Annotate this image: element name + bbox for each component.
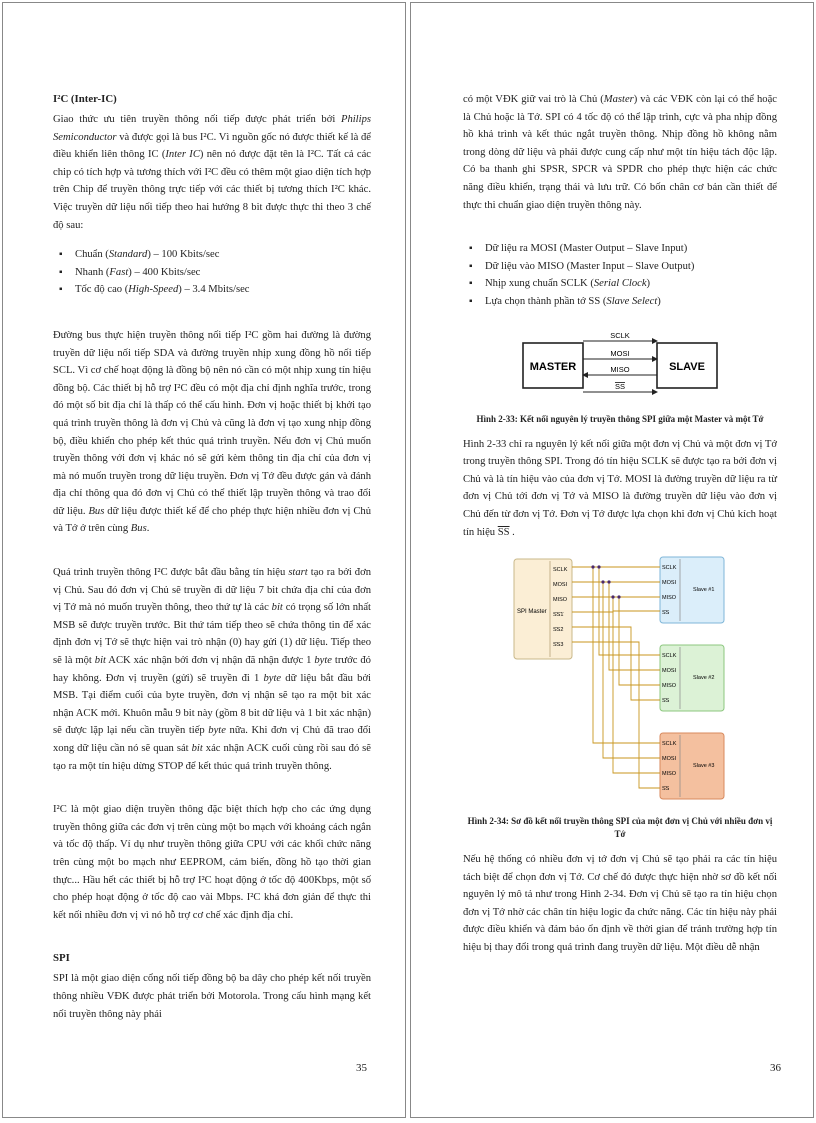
spi-intro-paragraph: SPI là một giao diện cổng nối tiếp đồng bộ ba dây cho phép kết nối truyền thông nhiều VĐK được phát triển bởi Motorola. Trong cấu hình mạng kết nối truyền thông này phải	[53, 973, 371, 1020]
slave2-label: Slave #2	[693, 675, 715, 682]
right-column	[463, 91, 777, 969]
s1-miso: MISO	[662, 595, 677, 602]
figure-spi-master-slave	[522, 325, 718, 409]
spi-heading: SPI	[53, 952, 70, 965]
list-item: ▪ Chuẩn (Standard) – 100 Kbits/sec	[75, 246, 371, 264]
sclk-label: SCLK	[610, 330, 630, 340]
i2c-process-paragraph: Quá trình truyền thông I²C được bắt đầu bằng tín hiệu start tạo ra bởi đơn vị Chủ. Sau đó đơn vị Chủ sẽ truyền đi dữ liệu 7 bit chứa địa chỉ của đơn vị Tớ mà nó muốn truyền thông, theo thứ tự là các bit có trọng số lớn nhất MSB sẽ được truyền trước. Bit thứ tám tiếp theo sẽ chứa thông tin để xác định đơn vị Tớ sẽ thực hiện vai trò nhận (0) hay gửi (1) dữ liệu. Tiếp theo sẽ là một bit ACK xác nhận bởi đơn vị nhận đã nhận được 1 byte trước đó hay không. Đơn vị truyền (gửi) sẽ truyền đi 1 byte dữ liệu bắt đầu bởi MSB. Tại điểm cuối của byte truyền, đơn vị nhận sẽ tạo ra một bit xác nhận ACK mới. Khuôn mẫu 9 bit này (gồm 8 bit dữ liệu và 1 bit xác nhận) sẽ được lặp lại nếu cần truyền tiếp byte nữa. Khi đơn vị Chủ đã trao đổi xong dữ liệu cần nó sẽ quan sát bit xác nhận ACK cuối cùng rồi sau đó sẽ tạo ra một tín hiệu dừng STOP để kết thúc quá trình truyền thông.	[53, 567, 371, 772]
list-item: ▪ Lựa chọn thành phần tớ SS (Slave Select)	[485, 293, 777, 311]
slave3-label: Slave #3	[693, 763, 715, 770]
mosi-label: MOSI	[610, 348, 630, 358]
i2c-usage-paragraph: I²C là một giao diện truyền thông đặc biệt thích hợp cho các ứng dụng truyền thông giữa các đơn vị trên cùng một bo mạch với khoảng cách ngắn và tốc độ thấp. Ví dụ như truyền thông giữa CPU với các khối chức năng trên cùng một bo mạch như EEPROM, cảm biến, đồng hồ tạo thời gian thực... Hầu hết các thiết bị hỗ trợ I²C hoạt động ở tốc độ 400Kbps, một số cho phép hoạt động ở tốc độ cao vài Mbps. I²C khá đơn giản để thực thi kết nối nhiều đơn vị vì nó hỗ trợ cơ chế xác định địa chỉ.	[53, 804, 371, 921]
spi-pin-list	[463, 240, 777, 310]
s2-ss: SS	[662, 698, 670, 705]
ss-label: SS	[614, 381, 626, 391]
i2c-bus-paragraph: Đường bus thực hiện truyền thông nối tiếp I²C gồm hai đường là đường truyền dữ liệu nối tiếp SDA và đường truyền nhịp xung đồng hồ nối tiếp SCL. Vì cơ chế hoạt động là đồng bộ nên nó cần có một nhịp xung tín hiệu đồng bộ. Các thiết bị hỗ trợ I²C đều có một địa chỉ định nghĩa trước, trong đó một số bit địa chỉ là thấp có thể cấu hình. Đơn vị hoặc thiết bị khởi tạo quá trình truyền thông là đơn vị Chủ và cũng là đơn vị tạo xung nhịp đồng bộ, điều khiển cho phép kết thúc quá trình truyền. Nếu đơn vị Chủ muốn truyền thông với đơn vị khác nó sẽ gửi kèm thông tin địa chỉ của đơn vị mà nó muốn truyền trong dữ liệu truyền. Đơn vị Tớ đều được gán và đánh địa chỉ thông qua đó đơn vị Chủ có thể thiết lập truyền thông và trao đổi dữ liệu. Bus dữ liệu được thiết kế để cho phép thực hiện nhiều đơn vị Chủ và Tớ ở trên cùng Bus.	[53, 329, 371, 535]
list-item: ▪ Dữ liệu vào MISO (Master Input – Slave Output)	[485, 258, 777, 276]
slave-label: SLAVE	[669, 360, 705, 373]
spi-continued-paragraph: có một VĐK giữ vai trò là Chủ (Master) và các VĐK còn lại có thể hoặc là Chủ hoặc là Tớ. SPI có 4 tốc độ có thể lập trình, cực và pha nhịp đồng hồ khả trình và kết thúc ngắt truyền thông. Nhịp đồng hồ không nằm trong dòng dữ liệu và phải được cung cấp như một tín hiệu tách độc lập. Có ba thanh ghi SPSR, SPCR và SPDR cho phép thực hiện các chức năng điều khiển, trạng thái và lưu trữ. Có bốn chân cơ bản cần thiết để thực thi chuẩn giao diện truyền thông này.	[463, 94, 777, 211]
list-item: ▪ Dữ liệu ra MOSI (Master Output – Slave Input)	[485, 240, 777, 258]
page-number-left: 35	[356, 1062, 367, 1074]
left-column	[53, 91, 371, 1035]
m-ss2: SS2	[553, 627, 564, 634]
page-left	[2, 2, 406, 1118]
s3-ss: SS	[662, 786, 670, 793]
m-miso: MISO	[553, 597, 568, 604]
list-item: ▪ Nhanh (Fast) – 400 Kbits/sec	[75, 264, 371, 282]
miso-label: MISO	[610, 364, 630, 374]
figure-2-34-caption: Hình 2-34: Sơ đồ kết nối truyền thông SPI của một đơn vị Chủ với nhiều đơn vị Tớ	[467, 816, 773, 840]
i2c-intro-paragraph: Giao thức ưu tiên truyền thông nối tiếp được phát triển bởi Philips Semiconductor và được gọi là bus I²C. Vì nguồn gốc nó được thiết kế là để điều khiển liên thông IC (Inter IC) nên nó được đặt tên là I²C. Tất cả các chip có tích hợp và tương thích với I²C đều có thêm một giao diện tích hợp trên Chip để truyền thông trực tiếp với các thiết bị tương thích I²C khác. Việc truyền dữ liệu nối tiếp theo hai hướng 8 bit được thực thi theo 3 chế độ sau:	[53, 114, 371, 231]
s1-sclk: SCLK	[662, 565, 677, 572]
m-mosi: MOSI	[553, 582, 568, 589]
s3-miso: MISO	[662, 771, 677, 778]
s2-sclk: SCLK	[662, 653, 677, 660]
page-right	[410, 2, 814, 1118]
s3-mosi: MOSI	[662, 756, 677, 763]
s1-ss: SS	[662, 610, 670, 617]
spi-master-label: SPI Master	[517, 609, 547, 616]
s3-sclk: SCLK	[662, 741, 677, 748]
s2-miso: MISO	[662, 683, 677, 690]
spi-principle-paragraph: Hình 2-33 chỉ ra nguyên lý kết nối giữa một đơn vị Chủ và một đơn vị Tớ trong truyền thông SPI. Trong đó tín hiệu SCLK sẽ được tạo ra bởi đơn vị Chủ và là tín hiệu vào của đơn vị Tớ. MOSI là đường truyền dữ liệu ra từ đơn vị Chủ tới đơn vị Tớ và MISO là đường truyền dữ liệu vào đơn vị Chủ đến từ đơn vị Tớ. Đơn vị Tớ được lựa chọn khi đơn vị Chủ kích hoạt tín hiệu $\overline{SS}$ .	[463, 438, 777, 538]
i2c-mode-list	[53, 246, 371, 299]
master-label: MASTER	[529, 360, 577, 373]
s2-mosi: MOSI	[662, 668, 677, 675]
list-item: ▪ Nhịp xung chuẩn SCLK (Serial Clock)	[485, 275, 777, 293]
i2c-heading: I²C (Inter-IC)	[53, 93, 117, 105]
slave1-label: Slave #1	[693, 587, 715, 594]
m-ss1: SS1	[553, 612, 564, 619]
bus-wires	[572, 567, 660, 788]
figure-spi-multi-slave	[513, 553, 727, 811]
figure-2-33-caption: Hình 2-33: Kết nối nguyên lý truyền thông SPI giữa một Master và một Tớ	[476, 413, 764, 424]
m-sclk: SCLK	[553, 567, 568, 574]
list-item: ▪ Tốc độ cao (High-Speed) – 3.4 Mbits/sec	[75, 281, 371, 299]
m-ss3: SS3	[553, 642, 564, 649]
spi-multi-slave-paragraph: Nếu hệ thống có nhiều đơn vị tớ đơn vị Chủ sẽ tạo phải ra các tín hiệu tách biệt để chọn đơn vị Tớ. Cơ chế đó được thực hiện nhờ sơ đồ kết nối nguyên lý mô tả như trong Hình 2-34. Đơn vị Chủ sẽ tạo ra tín hiệu chọn đơn vị Tớ nhờ các chân tín hiệu logic đa chức năng. Các tín hiệu này phải được điều khiển và đảm bảo ổn định về thời gian để tránh trường hợp tín hiệu bị thay đổi trong quá trình đang truyền dữ liệu. Một điều dễ nhận	[463, 854, 777, 954]
s1-mosi: MOSI	[662, 580, 677, 587]
page-number-right: 36	[770, 1062, 781, 1074]
